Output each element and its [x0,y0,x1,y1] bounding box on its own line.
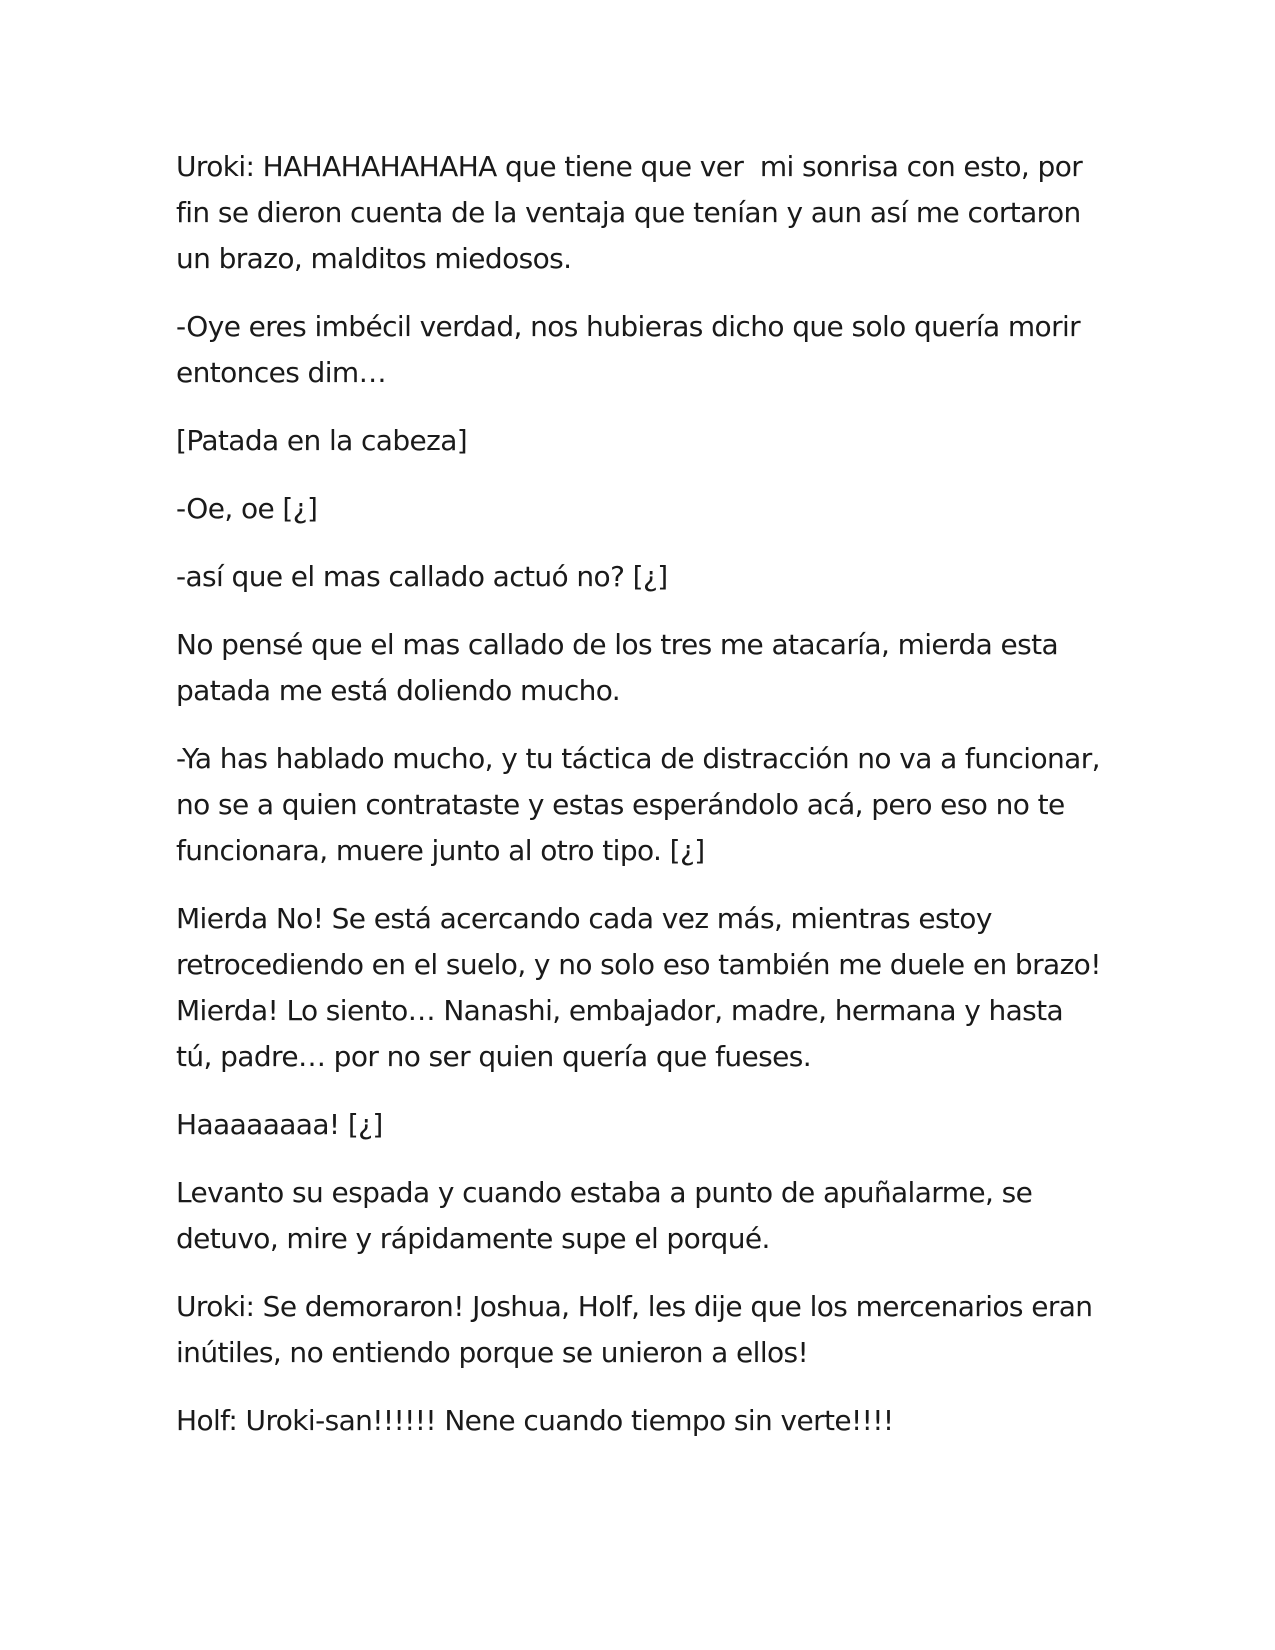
paragraph-8: Mierda No! Se está acercando cada vez más, mientras estoy retrocediendo en el suelo, y no solo eso también me duele en brazo! Mierda! Lo siento… Nanashi, embajador, madre, hermana y hasta tú, padre… por no ser quien quería que fueses. [176,902,1110,1073]
paragraph-2: -Oye eres imbécil verdad, nos hubieras dicho que solo quería morir entonces dim… [176,310,1089,389]
paragraph-5: -así que el mas callado actuó no? [¿] [176,560,668,593]
document-page [176,144,1110,1466]
paragraph-11: Uroki: Se demoraron! Joshua, Holf, les dije que los mercenarios eran inútiles, no entiendo porque se unieron a ellos! [176,1290,1101,1369]
paragraph-9: Haaaaaaaa! [¿] [176,1108,383,1141]
paragraph-4: -Oe, oe [¿] [176,492,318,525]
paragraph-7: -Ya has hablado mucho, y tu táctica de distracción no va a funcionar, no se a quien contrataste y estas esperándolo acá, pero eso no te funcionara, muere junto al otro tipo. [¿] [176,742,1109,867]
paragraph-1: Uroki: HAHAHAHAHAHA que tiene que ver mi sonrisa con esto, por fin se dieron cuenta de la ventaja que tenían y aun así me cortaron un brazo, malditos miedosos. [176,150,1091,275]
paragraph-3: [Patada en la cabeza] [176,424,468,457]
paragraph-6: No pensé que el mas callado de los tres me atacaría, mierda esta patada me está doliendo mucho. [176,628,1067,707]
paragraph-12: Holf: Uroki-san!!!!!! Nene cuando tiempo sin verte!!!! [176,1404,894,1437]
paragraph-10: Levanto su espada y cuando estaba a punto de apuñalarme, se detuvo, mire y rápidamente supe el porqué. [176,1176,1041,1255]
